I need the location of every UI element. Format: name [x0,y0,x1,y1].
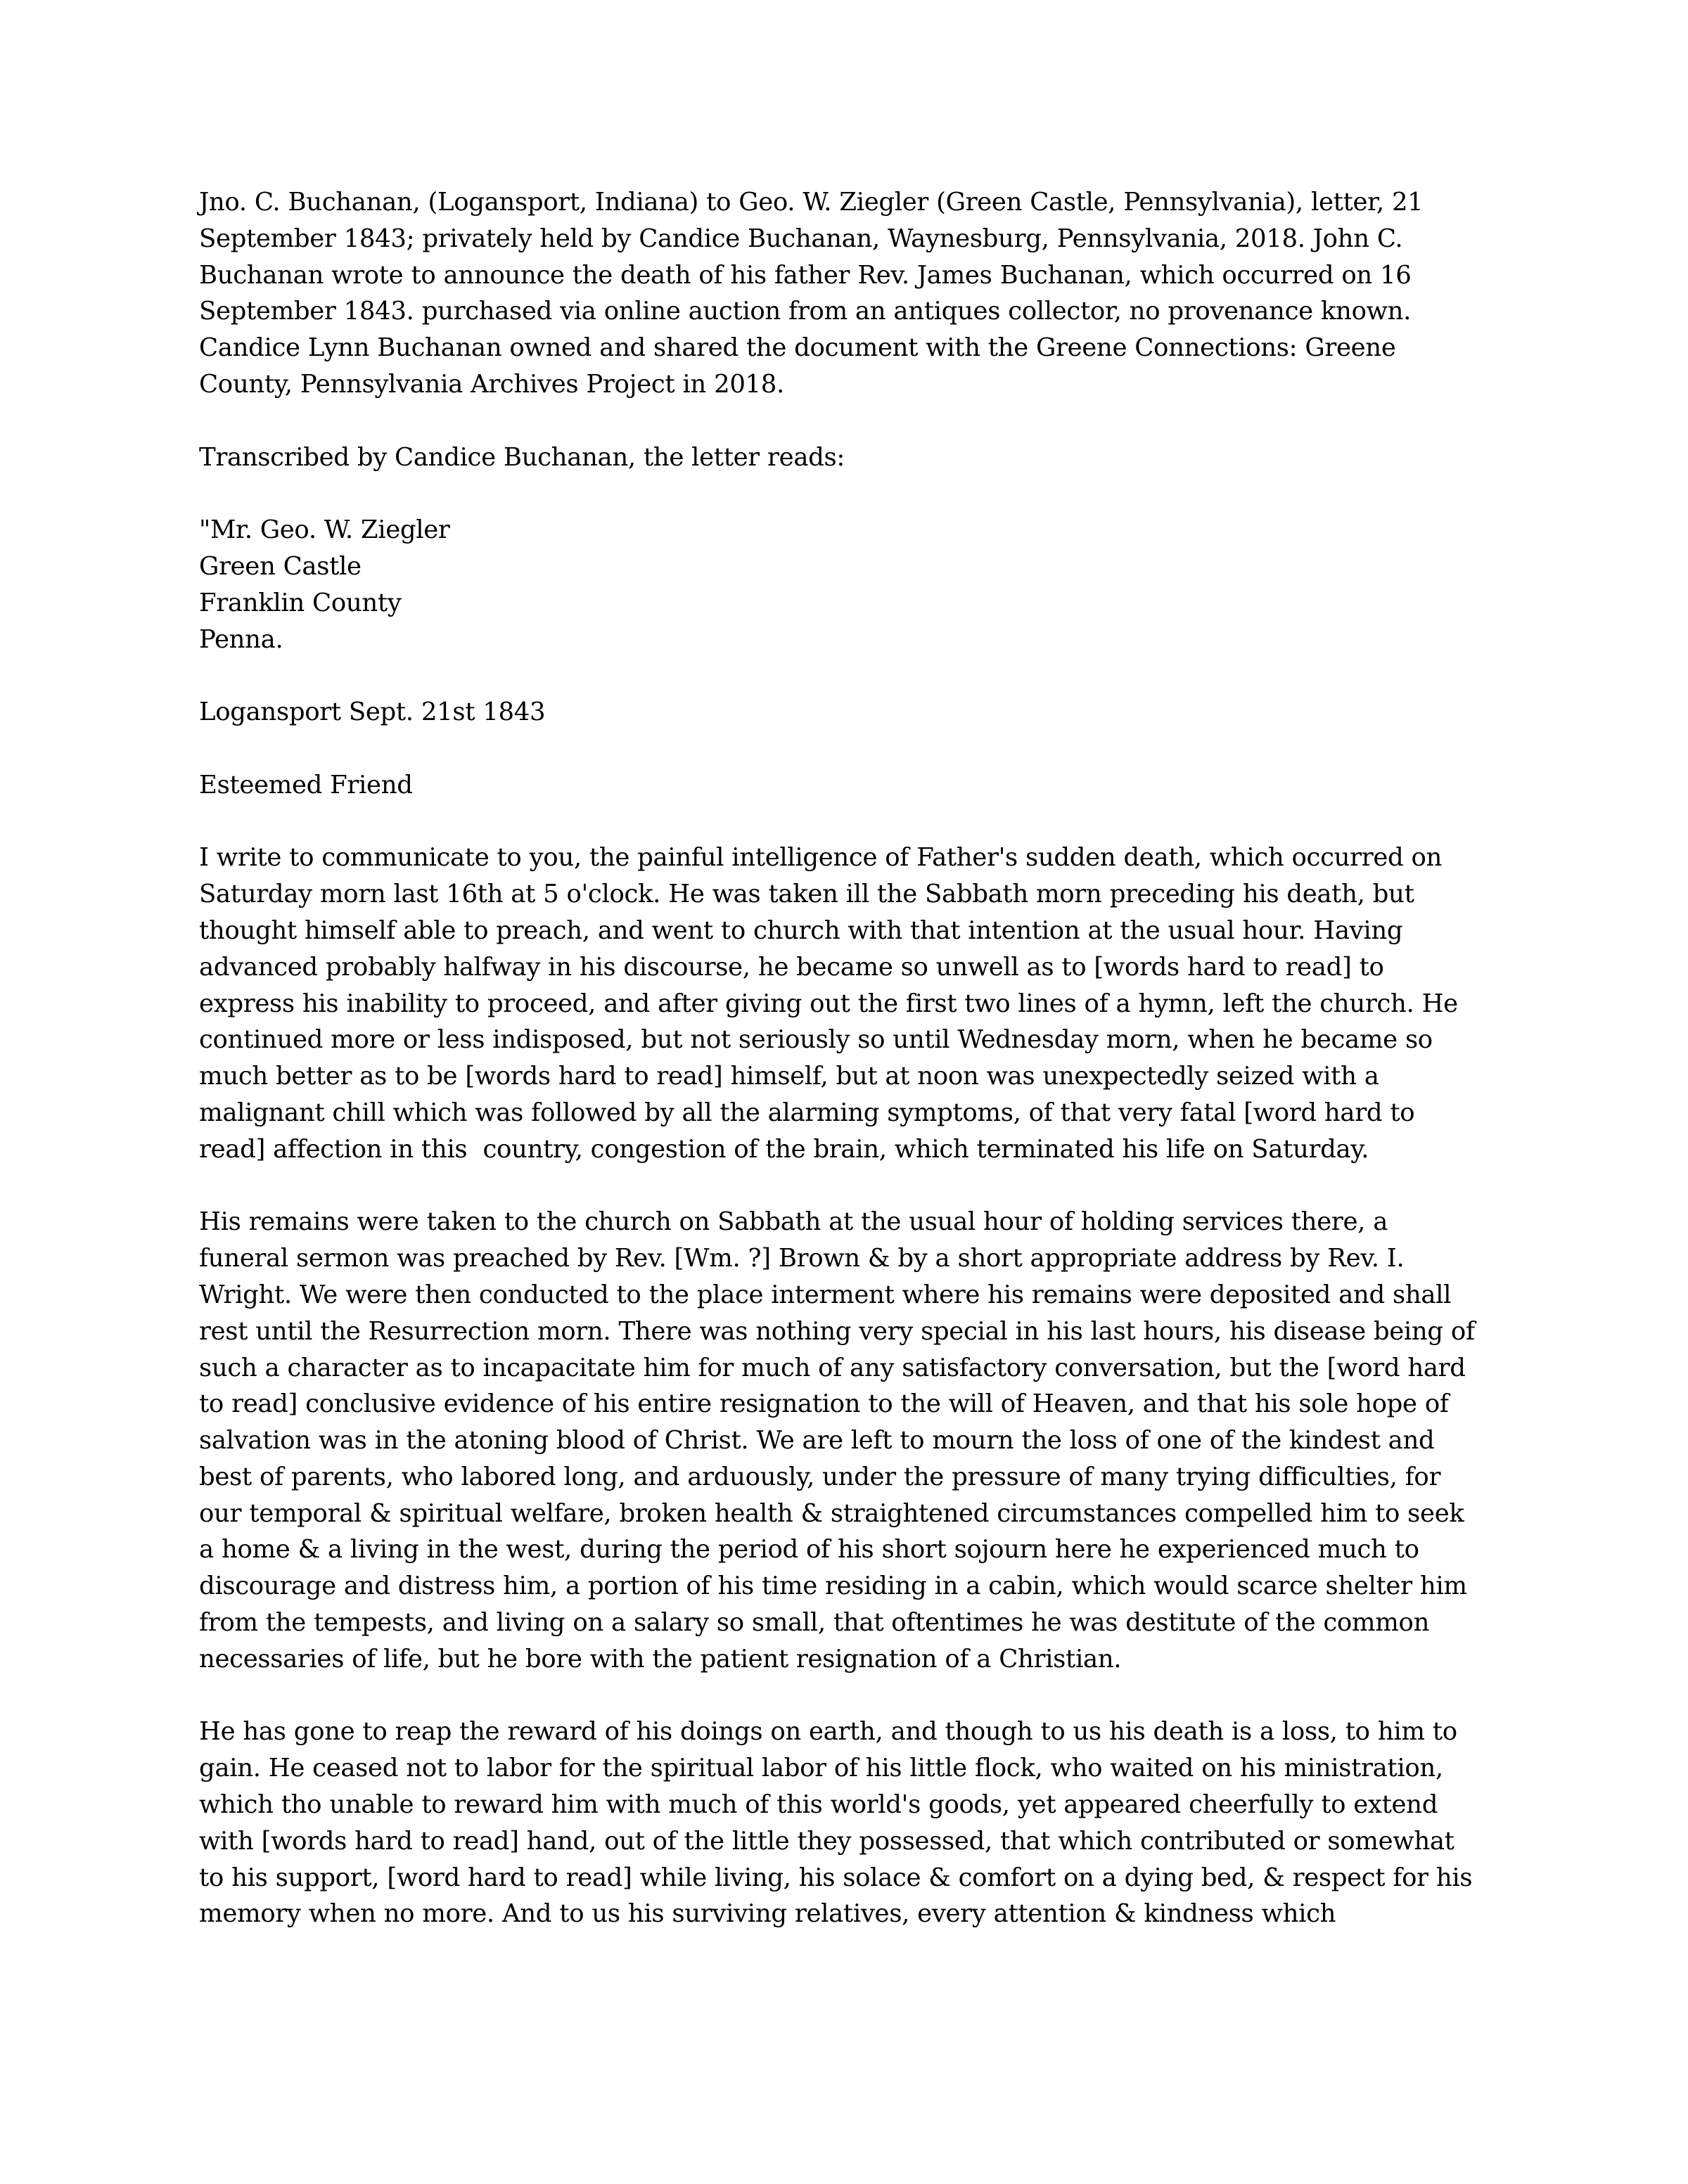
spacer [199,403,1485,439]
address-line-county: Franklin County [199,588,402,617]
spacer [199,1168,1485,1205]
citation-paragraph: Jno. C. Buchanan, (Logansport, Indiana) to Geo. W. Ziegler (Green Castle, Pennsylvania), letter, 21 September 1843; privately held by Candice Buchanan, Waynesburg, Pennsylvania, 2018. John C. Buchanan wrote to announce the death of his father Rev. James Buchanan, which occurred on 16 September 1843. purchased via online auction from an antiques collector, no provenance known. Candice Lynn Buchanan owned and shared the document with the Greene Connections: Greene County, Pennsylvania Archives Project in 2018. [199,188,1431,399]
spacer [199,475,1485,512]
address-line-state: Penna. [199,624,283,654]
address-line-recipient: "Mr. Geo. W. Ziegler [199,515,450,545]
letter-body-paragraph: He has gone to reap the reward of his doings on earth, and though to us his death is a loss, to him to gain. He ceased not to labor for the spiritual labor of his little flock, who waited on his ministration, which tho unable to reward him with much of this world's goods, yet appeared cheerfully to extend with [words hard to read] hand, out of the little they possessed, that which contributed or somewhat to his support, [word hard to read] while living, his solace & comfort on a dying bed, & respect for his memory when no more. And to us his surviving relatives, every attention & kindness which [199,1717,1481,1929]
letter-body-paragraph: I write to communicate to you, the painful intelligence of Father's sudden death, which occurred on Saturday morn last 16th at 5 o'clock. He was taken ill the Sabbath morn preceding his death, but thought himself able to preach, and went to church with that intention at the usual hour. Having advanced probably halfway in his discourse, he became so unwell as to [words hard to read] to express his inability to proceed, and after giving out the first two lines of a hymn, left the church. He continued more or less indisposed, but not seriously so until Wednesday morn, when he became so much better as to be [words hard to read] himself, but at noon was unexpectedly seized with a malignant chill which was followed by all the alarming symptoms, of that very fatal [word hard to read] affection in this country, congestion of the brain, which terminated his life on Saturday. [199,843,1466,1164]
address-line-town: Green Castle [199,551,362,581]
transcription-note: Transcribed by Candice Buchanan, the letter reads: [199,442,845,472]
spacer [199,1678,1485,1714]
spacer [199,731,1485,767]
letter-address-block [199,512,1485,657]
document-text-body [199,184,1485,1932]
letter-dateline: Logansport Sept. 21st 1843 [199,698,546,727]
spacer [199,804,1485,840]
letter-salutation: Esteemed Friend [199,770,413,799]
letter-body-paragraph: His remains were taken to the church on Sabbath at the usual hour of holding services there, a funeral sermon was preached by Rev. [Wm. ?] Brown & by a short appropriate address by Rev. I. Wright. We were then conducted to the place interment where his remains were deposited and shall rest until the Resurrection morn. There was nothing very special in his last hours, his disease being of such a character as to incapacitate him for much of any satisfactory conversation, but the [word hard to read] conclusive evidence of his entire resignation to the will of Heaven, and that his sole hope of salvation was in the atoning blood of Christ. We are left to mourn the loss of one of the kindest and best of parents, who labored long, and arduously, under the pressure of many trying difficulties, for our temporal & spiritual welfare, broken health & straightened circumstances compelled him to seek a home & a living in the west, during the period of his short sojourn here he experienced much to discourage and distress him, a portion of his time residing in a cabin, which would scarce shelter him from the tempests, and living on a salary so small, that oftentimes he was destitute of the common necessaries of life, but he bore with the patient resignation of a Christian. [199,1207,1483,1674]
spacer [199,657,1485,694]
